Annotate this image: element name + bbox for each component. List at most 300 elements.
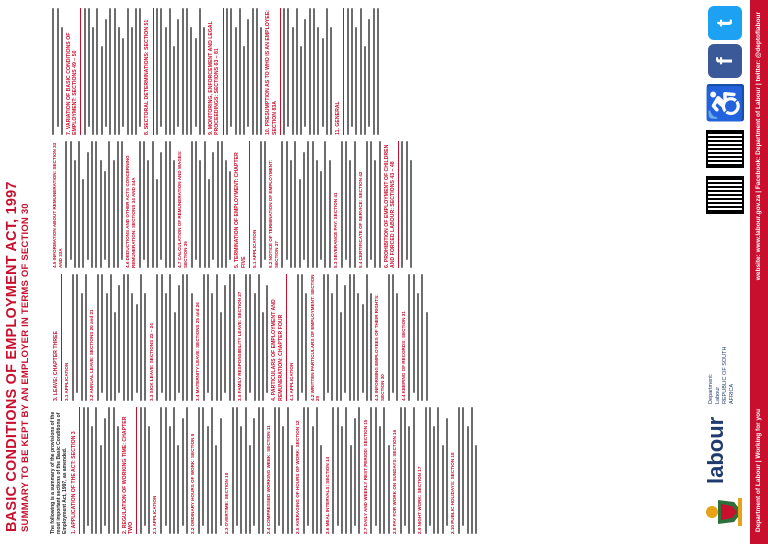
body-text-line (160, 407, 162, 534)
body-text-line (429, 407, 431, 526)
body-text-line (417, 293, 419, 401)
body-text-line (322, 38, 324, 127)
body-text-line (392, 274, 394, 393)
subsection-heading: 4.1 APPLICATION (288, 362, 294, 401)
section-rule (153, 8, 154, 135)
body-text-line (292, 27, 294, 135)
body-text-line (152, 141, 154, 268)
body-text-line (264, 141, 266, 260)
body-text-line (467, 426, 469, 534)
body-text-line (437, 407, 439, 534)
subsection-heading: 5.3 SEVERANCE PAY: SECTION 41 (333, 192, 339, 268)
body-text-line (316, 160, 318, 268)
coat-of-arms-icon (704, 494, 744, 530)
body-text-line (57, 8, 59, 127)
body-text-line (344, 285, 346, 393)
body-text-line (303, 407, 305, 534)
body-text-line (360, 8, 362, 135)
body-text-line (100, 160, 102, 268)
body-text-line (274, 407, 276, 534)
footer-band (700, 0, 768, 544)
body-text-line (127, 274, 129, 401)
section-heading: 6. PROHIBITION OF EMPLOYMENT OF CHILDREN AND FORCED LABOUR: SECTIONS 43 – 48 (383, 144, 396, 268)
body-text-line (331, 293, 333, 401)
body-text-line (203, 274, 205, 401)
body-text-line (161, 274, 163, 393)
body-text-line (114, 312, 116, 401)
body-text-line (281, 141, 283, 268)
subsection-heading: 3.4 MATERNITY LEAVE: SECTIONS 25 and 26 (195, 302, 201, 401)
body-text-line (91, 426, 93, 534)
body-text-line (287, 8, 289, 127)
body-text-line (81, 293, 83, 401)
body-text-line (413, 274, 415, 393)
body-text-line (245, 407, 247, 534)
dept-line: REPUBLIC OF SOUTH AFRICA (722, 346, 735, 404)
body-text-line (169, 141, 171, 268)
body-text-line (216, 274, 218, 401)
subsection-heading: 2.4 COMPRESSED WORKING WEEK: SECTION 11 (266, 425, 272, 534)
body-text-line (169, 274, 171, 401)
body-text-line (156, 8, 158, 135)
body-text-line (340, 312, 342, 401)
body-text-line (256, 8, 258, 135)
body-text-line (169, 426, 171, 534)
body-text-line (207, 426, 209, 534)
body-text-line (215, 445, 217, 534)
section-heading: 5. TERMINATION OF EMPLOYMENT: CHAPTER FIVE (234, 152, 247, 268)
body-text-line (345, 141, 347, 260)
body-text-line (471, 407, 473, 534)
section-rule (343, 8, 344, 135)
body-text-line (83, 407, 85, 534)
body-text-line (121, 141, 123, 260)
body-text-line (358, 407, 360, 534)
body-text-line (301, 274, 303, 393)
section-rule (280, 8, 281, 135)
body-text-line (225, 160, 227, 268)
body-text-line (91, 141, 93, 268)
body-text-line (316, 407, 318, 534)
body-text-line (101, 46, 103, 135)
body-text-line (300, 46, 302, 135)
body-text-line (186, 407, 188, 534)
body-text-line (87, 407, 89, 526)
body-text-line (462, 407, 464, 526)
body-text-line (323, 274, 325, 401)
column-1 (50, 407, 700, 534)
body-text-line (186, 274, 188, 401)
body-text-line (357, 293, 359, 401)
body-text-line (235, 27, 237, 135)
body-text-line (74, 160, 76, 268)
body-text-line (92, 27, 94, 135)
body-text-line (101, 274, 103, 393)
body-text-line (458, 407, 460, 534)
body-text-line (113, 160, 115, 268)
body-text-line (147, 160, 149, 268)
section-rule (80, 8, 81, 135)
body-text-line (229, 274, 231, 401)
body-text-line (224, 285, 226, 393)
body-text-line (262, 407, 264, 534)
labour-wordmark: labour (703, 416, 728, 484)
body-text-line (351, 8, 353, 127)
content-columns (50, 8, 700, 534)
section-heading: 3. LEAVE: CHAPTER THREE (53, 331, 59, 401)
body-text-line (320, 171, 322, 260)
body-text-line (446, 418, 448, 526)
body-text-line (204, 141, 206, 268)
body-text-line (131, 27, 133, 135)
body-text-line (404, 407, 406, 526)
body-text-line (329, 160, 331, 268)
body-text-line (312, 141, 314, 268)
subsection-heading: 5.4 CERTIFICATE OF SERVICE: SECTION 42 (358, 171, 364, 268)
twitter-icon[interactable]: t (708, 6, 742, 40)
subsection-heading: 4.5 INFORMATION ABOUT REMUNERATION: SECTION 33 AND 33A (52, 142, 63, 268)
body-text-line (349, 274, 351, 401)
subsection-heading: 5.1 APPLICATION (251, 229, 257, 268)
body-text-line (233, 274, 235, 401)
section-heading: 7. VARIATION OF BASIC CONDITIONS OF EMPLOYMENT: SECTIONS 49 – 50 (65, 32, 79, 135)
body-text-line (262, 312, 264, 401)
body-text-line (165, 293, 167, 401)
body-text-line (110, 274, 112, 401)
body-text-line (307, 141, 309, 268)
body-text-line (305, 293, 307, 401)
section-heading: 4. PARTICULARS OF EMPLOYMENT AND REMUNERATION: CHAPTER FOUR (271, 299, 284, 401)
section-rule (286, 274, 287, 401)
body-text-line (140, 274, 142, 401)
body-text-line (349, 160, 351, 268)
subsection-heading: 4.7 CALCULATION OF REMUNERATION AND WAGES: SECTION 35 (177, 150, 188, 268)
body-text-line (122, 38, 124, 127)
subsection-heading: 2.10 PUBLIC HOLIDAYS: SECTION 18 (450, 452, 456, 534)
body-text-line (52, 8, 54, 135)
body-text-line (291, 445, 293, 534)
body-text-line (252, 8, 254, 135)
body-text-line (370, 141, 372, 260)
subsection-heading: 2.3 OVERTIME: SECTION 10 (223, 472, 229, 534)
section-rule (79, 407, 80, 534)
body-text-line (78, 141, 80, 268)
qr-code-icon (706, 130, 744, 168)
body-text-line (296, 8, 298, 135)
body-text-line (198, 407, 200, 534)
body-text-line (123, 274, 125, 401)
body-text-line (249, 445, 251, 534)
body-text-line (199, 8, 201, 135)
body-text-line (113, 407, 115, 534)
body-text-line (118, 27, 120, 135)
body-text-line (88, 8, 90, 127)
body-text-line (191, 141, 193, 268)
body-text-line (190, 27, 192, 135)
section-heading: 8. SECTORAL DETERMINATIONS: SECTION 51 (144, 19, 151, 135)
section-rule (398, 141, 399, 268)
footer-slogan: Department of Labour | Working for you (755, 408, 762, 532)
column-4 (50, 8, 700, 135)
body-text-line (327, 274, 329, 393)
body-text-line (131, 293, 133, 401)
accessibility-icon: ♿ (707, 81, 745, 124)
body-text-line (345, 407, 347, 534)
body-text-line (96, 8, 98, 135)
body-text-line (199, 160, 201, 268)
body-text-line (160, 8, 162, 127)
body-text-line (139, 141, 141, 268)
body-text-line (370, 293, 372, 401)
body-text-line (117, 426, 119, 534)
subsection-heading: 4.3 INFORMING EMPLOYEES OF THEIR RIGHTS: SECTION 30 (374, 294, 385, 401)
body-text-line (337, 407, 339, 526)
body-text-line (202, 407, 204, 526)
body-text-line (61, 27, 63, 135)
section-heading: 11. GENERAL (335, 101, 342, 135)
department-text (708, 334, 736, 404)
body-text-line (221, 141, 223, 268)
body-text-line (245, 274, 247, 401)
subsection-heading: 2.8 PAY FOR WORK ON SUNDAYS: SECTION 16 (391, 429, 397, 534)
body-text-line (108, 407, 110, 534)
body-text-line (160, 152, 162, 260)
body-text-line (165, 407, 167, 526)
body-text-line (332, 407, 334, 534)
body-text-line (236, 407, 238, 526)
body-text-line (207, 274, 209, 393)
body-text-line (299, 179, 301, 268)
body-text-line (226, 8, 228, 135)
body-text-line (156, 179, 158, 268)
body-text-line (70, 141, 72, 260)
body-text-line (350, 445, 352, 534)
body-text-line (178, 285, 180, 393)
body-text-line (388, 274, 390, 401)
body-text-line (377, 8, 379, 135)
body-text-line (195, 141, 197, 260)
dept-line: Labour (715, 386, 721, 404)
body-text-line (173, 46, 175, 135)
body-text-line (320, 445, 322, 534)
subsection-heading: 3.1 APPLICATION (64, 362, 70, 401)
body-text-line (336, 274, 338, 401)
body-text-line (182, 418, 184, 526)
subsection-heading: 5.2 NOTICE OF TERMINATION OF EMPLOYMENT: SECTION 37 (268, 160, 279, 268)
body-text-line (355, 27, 357, 135)
qr-code-icon (706, 176, 744, 214)
section-rule (61, 274, 62, 401)
body-text-line (100, 445, 102, 534)
body-text-line (232, 407, 234, 534)
subsection-heading: 2.9 NIGHT WORK: SECTION 17 (416, 466, 422, 534)
body-text-line (165, 141, 167, 268)
body-text-line (425, 407, 427, 534)
body-text-line (282, 426, 284, 534)
subsection-heading: 4.4 KEEPING OF RECORDS: SECTION 31 (400, 311, 406, 401)
body-text-line (220, 312, 222, 401)
body-text-line (208, 179, 210, 268)
body-text-line (283, 8, 285, 135)
body-text-line (410, 160, 412, 268)
body-text-line (366, 274, 368, 401)
body-text-line (297, 274, 299, 401)
body-text-line (286, 141, 288, 260)
body-text-line (354, 141, 356, 268)
body-text-line (239, 8, 241, 135)
body-text-line (109, 8, 111, 135)
body-text-line (303, 152, 305, 260)
body-text-line (354, 418, 356, 526)
body-text-line (211, 293, 213, 401)
body-text-line (72, 274, 74, 401)
body-text-line (195, 38, 197, 127)
body-text-line (85, 274, 87, 401)
body-text-line (144, 293, 146, 401)
body-text-line (408, 274, 410, 401)
body-text-line (143, 141, 145, 260)
facebook-icon[interactable]: f (708, 44, 742, 78)
body-text-line (401, 141, 403, 268)
labour-logo (704, 334, 746, 484)
title-block (0, 0, 38, 544)
body-text-line (396, 293, 398, 401)
section-rule (249, 141, 250, 268)
body-text-line (374, 160, 376, 268)
body-text-line (313, 8, 315, 135)
body-text-line (307, 407, 309, 526)
body-text-line (217, 141, 219, 268)
body-text-line (212, 152, 214, 260)
subsection-heading: 3.2 ANNUAL LEAVE: SECTIONS 20 and 21 (89, 309, 95, 401)
body-text-line (127, 8, 129, 135)
body-text-line (388, 445, 390, 534)
subsection-heading: 3.5 FAMILY RESPONSIBILITY LEAVE: SECTION 27 (237, 291, 243, 401)
body-text-line (229, 171, 231, 260)
body-text-line (135, 8, 137, 135)
body-text-line (82, 179, 84, 268)
body-text-line (294, 141, 296, 268)
body-text-line (87, 152, 89, 260)
subsection-heading: 2.6 MEAL INTERVALS: SECTION 14 (324, 456, 330, 534)
body-text-line (373, 8, 375, 135)
body-text-line (475, 445, 477, 534)
body-text-line (258, 274, 260, 401)
body-text-line (249, 274, 251, 393)
body-text-line (375, 407, 377, 526)
body-text-line (341, 426, 343, 534)
body-text-line (266, 285, 268, 393)
intro-text: The following is a summary of the provisions of the most important sections of the Basic Conditions of Employment Act, 1997, as amended. (50, 411, 68, 534)
body-text-line (312, 426, 314, 534)
body-text-line (104, 418, 106, 526)
body-text-line (117, 141, 119, 268)
subsection-heading: 2.7 DAILY AND WEEKLY REST PERIOD: SECTION 15 (362, 419, 368, 534)
body-text-line (433, 426, 435, 534)
subsection-heading: 4.2 WRITTEN PARTICULARS OF EMPLOYMENT: SECTION 29 (309, 274, 321, 401)
column-3 (50, 141, 700, 268)
body-text-line (191, 293, 193, 401)
body-text-line (105, 19, 107, 127)
body-text-line (353, 274, 355, 401)
body-text-line (330, 27, 332, 135)
body-text-line (379, 426, 381, 534)
body-text-line (114, 8, 116, 135)
body-text-line (240, 426, 242, 534)
body-text-line (324, 141, 326, 268)
body-text-line (173, 160, 175, 268)
body-text-line (304, 19, 306, 127)
body-text-line (144, 407, 146, 526)
body-text-line (230, 8, 232, 127)
body-text-line (203, 27, 205, 135)
body-text-line (174, 312, 176, 401)
body-text-line (400, 407, 402, 534)
subsection-heading: 2.1 APPLICATION (152, 495, 158, 534)
subsection-heading: 3.3 SICK LEAVE: SECTIONS 22 – 24 (148, 323, 154, 401)
section-heading: 9. MONITORING, ENFORCEMENT AND LEGAL PROCEEDINGS: SECTIONS 63 – 81 (208, 21, 221, 135)
body-text-line (287, 407, 289, 534)
page-title: BASIC CONDITIONS OF EMPLOYMENT ACT, 1997 (4, 181, 20, 532)
body-text-line (347, 8, 349, 135)
body-text-line (341, 141, 343, 268)
body-text-line (278, 407, 280, 526)
body-text-line (104, 171, 106, 260)
body-text-line (260, 141, 262, 268)
subsection-heading: 2.5 AVERAGING OF HOURS OF WORK: SECTION 12 (295, 420, 301, 534)
body-text-line (368, 19, 370, 127)
body-text-line (140, 407, 142, 534)
body-text-line (95, 407, 97, 534)
section-heading: 1. APPLICATION OF THE ACT: SECTION 3 (71, 431, 77, 534)
body-text-line (426, 312, 428, 401)
body-text-line (260, 27, 262, 135)
body-text-line (182, 274, 184, 401)
dept-line: Department: (708, 373, 714, 404)
body-text-line (169, 8, 171, 135)
page-subtitle: SUMMARY TO BE KEPT BY AN EMPLOYER IN TERMS OF SECTION 30 (20, 203, 31, 532)
body-text-line (258, 407, 260, 534)
section-rule (223, 8, 224, 135)
subsection-heading: 4.6 DEDUCTIONS AND OTHER ACTS CONCERNING REMUNERATION: SECTIONS 34 AND 34A (125, 155, 136, 268)
body-text-line (108, 141, 110, 268)
body-text-line (177, 445, 179, 534)
body-text-line (220, 418, 222, 526)
body-text-line (243, 46, 245, 135)
body-text-line (421, 274, 423, 401)
body-text-line (148, 426, 150, 534)
body-text-line (156, 274, 158, 401)
body-text-line (182, 8, 184, 135)
body-text-line (413, 407, 415, 534)
body-text-line (84, 8, 86, 135)
body-text-line (253, 418, 255, 526)
body-text-line (383, 407, 385, 534)
footer-bar (750, 0, 768, 544)
body-text-line (97, 274, 99, 401)
body-text-line (136, 304, 138, 393)
section-heading: 2. REGULATION OF WORKING TIME: CHAPTER TWO (121, 416, 135, 534)
body-text-line (165, 27, 167, 135)
body-text-line (139, 8, 141, 127)
body-text-line (118, 285, 120, 393)
footer-contacts[interactable]: website: www.labour.gov.za | Facebook: Department of Labour | twitter: @deptoflabour (755, 12, 762, 281)
body-text-line (326, 8, 328, 135)
body-text-line (366, 141, 368, 268)
body-text-line (362, 304, 364, 393)
body-text-line (211, 407, 213, 534)
subsection-heading: 2.2 ORDINARY HOURS OF WORK: SECTION 9 (190, 433, 196, 534)
